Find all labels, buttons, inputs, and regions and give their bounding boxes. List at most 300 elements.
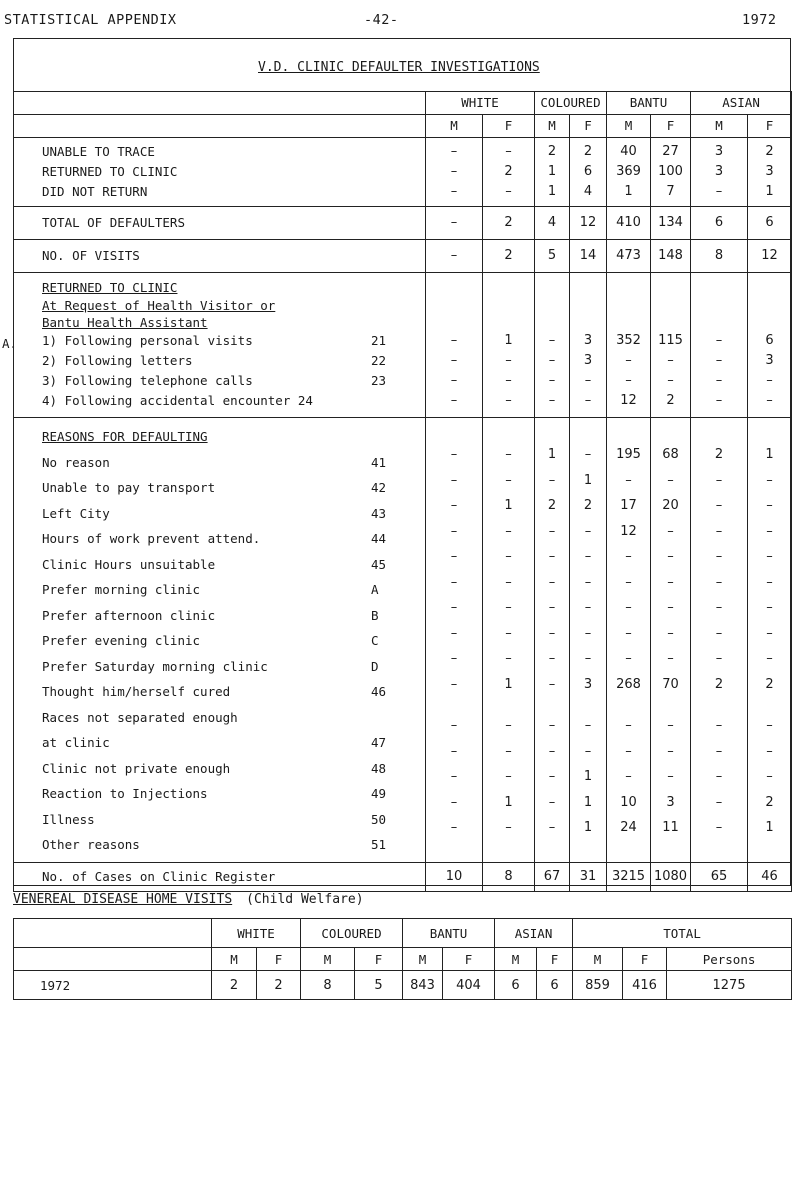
value-cell: – [548, 549, 556, 564]
row-code: 48 [371, 760, 387, 776]
value-cell: 3 [714, 164, 724, 179]
value-cell: 473 [616, 248, 641, 263]
value-cell: 24 [620, 820, 637, 835]
row-label-cont: at clinic [42, 735, 110, 750]
row-label-line [42, 371, 425, 391]
group-header: ASIAN [691, 92, 792, 115]
value-cell: – [584, 743, 592, 759]
value-cell: – [450, 164, 458, 179]
value-column [483, 418, 535, 863]
vd-sex-header: M [212, 948, 257, 971]
vd-home-title: VENEREAL DISEASE HOME VISITS (Child Welfare) [13, 892, 364, 907]
vd-sex-header: F [623, 948, 667, 971]
value-cell: 5 [547, 248, 557, 263]
value-cell: – [505, 353, 512, 368]
row-code [371, 213, 401, 233]
value-cell: – [548, 820, 556, 835]
value-cell: 6 [583, 164, 593, 179]
value-cell: – [505, 373, 512, 388]
value-cell: – [450, 718, 458, 733]
value-cell: – [505, 523, 512, 539]
row-label-line [42, 552, 425, 578]
value-cell: – [505, 184, 512, 199]
value-cell: – [715, 718, 723, 733]
value-cell: – [625, 651, 632, 666]
row-label-line [42, 182, 425, 202]
value-cell: 65 [710, 868, 728, 884]
value-cell: 46 [761, 868, 778, 884]
row-label: Races not separated enough [42, 709, 238, 725]
group-header: COLOURED [535, 92, 607, 115]
row-code: 21 [371, 333, 387, 348]
row-code: 43 [371, 505, 387, 521]
value-cell: – [505, 743, 512, 759]
value-cell: – [715, 472, 723, 488]
value-cell: – [667, 651, 674, 666]
vd-value-cell: 2 [212, 971, 257, 1000]
value-cell: – [450, 523, 458, 539]
sex-header: M [607, 115, 651, 138]
value-cell: 2 [765, 144, 774, 159]
value-cell: 3215 [611, 868, 646, 884]
value-cell: 115 [658, 333, 683, 348]
value-cell: 2 [666, 393, 675, 408]
value-cell: – [667, 600, 674, 615]
value-column [570, 418, 607, 863]
value-cell: – [450, 743, 458, 759]
value-cell: 6 [765, 215, 774, 230]
row-label: Clinic Hours unsuitable [42, 556, 216, 572]
value-cell: – [505, 144, 512, 159]
value-cell: 1 [624, 184, 633, 199]
value-cell: 67 [543, 868, 561, 884]
value-column [691, 207, 748, 240]
value-column [748, 207, 792, 240]
value-column [483, 240, 535, 273]
value-cell: – [766, 600, 773, 615]
value-cell: 4 [547, 215, 557, 230]
total-defaulters-row-labels [14, 207, 426, 240]
value-cell: – [450, 248, 458, 263]
row-label-line [42, 730, 425, 756]
row-label-line [42, 526, 425, 552]
total-defaulters-row [14, 207, 792, 240]
value-column [426, 273, 483, 418]
row-label: DID NOT RETURN [42, 184, 148, 199]
sex-header: F [748, 115, 792, 138]
value-column [535, 240, 570, 273]
value-cell: – [505, 549, 512, 564]
value-column [651, 207, 691, 240]
value-cell: 31 [579, 868, 597, 884]
vd-value-cell: 859 [573, 971, 623, 1000]
row-label-line [42, 450, 425, 476]
value-cell: – [584, 574, 592, 590]
vd-sex-header: Persons [667, 948, 792, 971]
returned-heading: RETURNED TO CLINIC [42, 280, 178, 295]
value-column [483, 862, 535, 891]
value-cell: – [548, 472, 556, 488]
vd-group-header: BANTU [403, 919, 495, 948]
vd-sex-header: F [257, 948, 301, 971]
value-cell: – [548, 600, 556, 615]
value-cell: – [715, 794, 723, 810]
value-column [607, 418, 651, 863]
value-cell: – [766, 718, 773, 733]
row-label: Reaction to Injections [42, 786, 208, 801]
returned-sub2: Bantu Health Assistant [42, 315, 208, 330]
value-cell: – [548, 676, 556, 692]
value-cell: 3 [765, 164, 774, 179]
value-cell: 2 [547, 498, 557, 513]
row-code: 45 [371, 556, 387, 572]
row-label: Hours of work prevent attend. [42, 531, 261, 546]
row-code: 44 [371, 531, 387, 546]
section-marker: A. [2, 336, 18, 351]
value-column [651, 138, 691, 207]
value-cell: 2 [714, 447, 724, 462]
value-column [535, 862, 570, 891]
value-cell: 410 [616, 215, 641, 230]
sex-header: F [651, 115, 691, 138]
value-cell: 352 [616, 333, 641, 348]
value-cell: 2 [765, 676, 774, 692]
value-cell: 3 [583, 333, 593, 348]
value-cell: 1 [547, 164, 557, 179]
value-column [535, 273, 570, 418]
row-code: 22 [371, 353, 387, 368]
vd-value-cell: 5 [355, 971, 403, 1000]
value-cell: – [715, 600, 723, 615]
value-column [535, 418, 570, 863]
row-label: Prefer afternoon clinic [42, 607, 216, 623]
value-cell: – [505, 447, 512, 462]
value-cell: 148 [658, 248, 683, 263]
sex-header-row [14, 115, 792, 138]
vd-corner [14, 919, 212, 948]
value-cell: – [766, 651, 773, 666]
value-cell: – [766, 373, 773, 388]
row-label-line [42, 832, 425, 858]
value-cell: – [450, 651, 458, 666]
vd-sex-header: M [301, 948, 355, 971]
row-label-line [42, 142, 425, 162]
vd-data-row [14, 971, 792, 1000]
row-code [371, 182, 401, 202]
row-code: B [371, 607, 379, 623]
value-cell: – [715, 769, 723, 784]
value-cell: – [584, 523, 592, 539]
row-label: UNABLE TO TRACE [42, 144, 155, 159]
row-label: 4) Following accidental encounter 24 [42, 393, 313, 408]
value-column [483, 138, 535, 207]
value-cell: 12 [579, 215, 597, 230]
row-code [371, 162, 401, 182]
value-cell: – [715, 574, 723, 590]
value-cell: – [766, 769, 773, 784]
value-cell: – [505, 472, 512, 488]
visits-row [14, 240, 792, 273]
value-cell: – [715, 523, 723, 539]
row-code: 23 [371, 373, 387, 388]
value-cell: 1 [765, 447, 774, 462]
value-cell: – [548, 523, 556, 539]
value-cell: – [667, 574, 674, 590]
value-column [607, 207, 651, 240]
vd-sex-header: F [537, 948, 573, 971]
value-cell: – [667, 625, 674, 641]
value-cell: – [584, 393, 592, 408]
value-cell: – [766, 743, 773, 759]
value-cell: 1080 [653, 868, 688, 884]
value-cell: – [584, 718, 592, 733]
value-cell: – [548, 743, 556, 759]
value-column [691, 273, 748, 418]
value-cell: – [715, 498, 723, 513]
value-cell: – [505, 651, 512, 666]
value-cell: – [505, 600, 512, 615]
value-cell: 2 [714, 676, 724, 692]
row-label: Other reasons [42, 837, 140, 852]
value-cell: – [450, 549, 458, 564]
row-label-line [42, 501, 425, 527]
value-column [651, 418, 691, 863]
value-cell: 2 [583, 144, 593, 159]
value-cell: 68 [662, 447, 679, 462]
vd-group-header: ASIAN [495, 919, 573, 948]
value-cell: – [667, 353, 674, 368]
row-label-line [42, 351, 425, 371]
row-label-line [42, 603, 425, 629]
row-label: Illness [42, 811, 95, 827]
value-cell: – [450, 447, 458, 462]
vd-value-cell: 843 [403, 971, 443, 1000]
value-column [691, 862, 748, 891]
value-cell: – [667, 549, 674, 564]
value-column [748, 273, 792, 418]
group-header-row [14, 92, 792, 115]
value-column [535, 207, 570, 240]
value-cell: – [450, 600, 458, 615]
value-cell: 3 [666, 794, 675, 810]
value-column [426, 138, 483, 207]
header-left: STATISTICAL APPENDIX [4, 12, 177, 28]
reasons-heading: REASONS FOR DEFAULTING [42, 429, 208, 444]
value-cell: – [766, 549, 773, 564]
row-label: TOTAL OF DEFAULTERS [42, 215, 185, 230]
value-cell: 40 [620, 144, 637, 159]
value-cell: – [625, 743, 632, 759]
value-cell: – [625, 718, 632, 733]
row-code: 41 [371, 454, 387, 470]
value-cell: 268 [616, 676, 641, 692]
value-column [607, 138, 651, 207]
value-column [748, 138, 792, 207]
value-cell: 1 [765, 820, 774, 835]
reasons-block-labels [14, 418, 426, 863]
value-cell: – [548, 333, 556, 348]
value-cell: – [715, 184, 723, 199]
value-cell: – [715, 333, 723, 348]
row-label-line [42, 679, 425, 705]
value-column [651, 240, 691, 273]
value-cell: – [505, 769, 512, 784]
value-cell: 1 [583, 820, 593, 835]
vd-row-label: 1972 [14, 971, 212, 1000]
row-label-line [42, 213, 425, 233]
value-cell: – [548, 718, 556, 733]
value-cell: 14 [579, 248, 597, 263]
value-cell: – [548, 625, 556, 641]
value-cell: – [505, 393, 512, 408]
row-code [371, 391, 401, 411]
value-cell: – [584, 600, 592, 615]
value-cell: – [625, 472, 632, 488]
value-column [691, 138, 748, 207]
value-cell: – [548, 651, 556, 666]
row-label: Prefer evening clinic [42, 633, 201, 648]
value-cell: – [667, 472, 674, 488]
value-column [570, 240, 607, 273]
value-cell: 6 [714, 215, 724, 230]
value-cell: 6 [765, 333, 774, 348]
vd-group-header-row [14, 919, 792, 948]
value-cell: 2 [504, 164, 513, 179]
vd-sex-header-row [14, 948, 792, 971]
value-cell: – [450, 676, 458, 692]
value-cell: – [584, 447, 592, 462]
value-cell: 1 [504, 794, 513, 810]
value-cell: – [450, 625, 458, 641]
returned-block [14, 273, 792, 418]
value-cell: 4 [583, 184, 593, 199]
value-cell: – [450, 215, 458, 230]
row-label-line [42, 391, 425, 411]
value-cell: – [715, 353, 723, 368]
value-cell: – [715, 820, 723, 835]
row-label-line [42, 475, 425, 501]
sex-header: F [483, 115, 535, 138]
value-cell: – [766, 625, 773, 641]
value-column [426, 207, 483, 240]
value-cell: 1 [504, 498, 513, 513]
value-cell: – [766, 574, 773, 590]
row-label-line [42, 628, 425, 654]
value-cell: 1 [547, 184, 557, 199]
row-code: 42 [371, 480, 387, 495]
value-cell: 1 [583, 769, 593, 784]
vd-sex-header: M [573, 948, 623, 971]
vd-home-table [13, 918, 792, 1000]
value-cell: – [715, 625, 723, 641]
row-label-line [42, 331, 425, 351]
value-cell: – [625, 769, 632, 784]
value-column [483, 207, 535, 240]
value-cell: – [667, 743, 674, 759]
value-cell: – [715, 651, 723, 666]
value-cell: 1 [583, 794, 593, 810]
row-label: Clinic not private enough [42, 760, 231, 776]
row-label-line [42, 162, 425, 182]
value-column [570, 207, 607, 240]
vd-corner [14, 948, 212, 971]
row-code: 46 [371, 684, 387, 699]
vd-sex-header: M [403, 948, 443, 971]
value-cell: 8 [714, 248, 724, 263]
value-cell: 1 [547, 447, 557, 462]
row-code [371, 246, 401, 266]
value-cell: – [625, 549, 632, 564]
value-cell: – [766, 498, 773, 513]
group-header: WHITE [426, 92, 535, 115]
group-header: BANTU [607, 92, 691, 115]
value-column [426, 240, 483, 273]
value-cell: – [625, 574, 632, 590]
value-cell: – [667, 769, 674, 784]
value-cell: 10 [620, 794, 637, 810]
value-cell: – [548, 353, 556, 368]
value-cell: – [548, 574, 556, 590]
visits-row-labels [14, 240, 426, 273]
value-cell: – [505, 820, 512, 835]
vd-group-header: WHITE [212, 919, 301, 948]
vd-group-header: COLOURED [301, 919, 403, 948]
sex-header: F [570, 115, 607, 138]
row-code [371, 867, 401, 887]
value-cell: – [548, 769, 556, 784]
defaulter-table [13, 91, 792, 892]
value-cell: 17 [620, 498, 637, 513]
row-label: 3) Following telephone calls [42, 373, 253, 388]
value-cell: 3 [714, 144, 724, 159]
value-cell: – [450, 820, 458, 835]
reasons-block [14, 418, 792, 863]
row-code: 49 [371, 786, 387, 801]
register-row-labels [14, 862, 426, 891]
row-label-line [42, 807, 425, 833]
value-cell: – [766, 523, 773, 539]
value-cell: 1 [504, 676, 513, 692]
value-cell: 2 [765, 794, 774, 810]
value-cell: 3 [583, 676, 593, 692]
value-cell: – [667, 718, 674, 733]
value-column [607, 862, 651, 891]
value-column [535, 138, 570, 207]
value-cell: – [505, 625, 512, 641]
value-cell: – [584, 549, 592, 564]
header-right: 1972 [742, 12, 777, 28]
value-cell: – [667, 523, 674, 539]
value-cell: – [766, 393, 773, 408]
page-title: V.D. CLINIC DEFAULTER INVESTIGATIONS [258, 60, 540, 75]
value-cell: – [548, 393, 556, 408]
value-cell: 1 [504, 333, 513, 348]
value-cell: 369 [616, 164, 641, 179]
value-cell: – [548, 373, 556, 388]
value-column [651, 273, 691, 418]
value-column [483, 273, 535, 418]
value-cell: – [715, 743, 723, 759]
vd-group-header: TOTAL [573, 919, 792, 948]
value-cell: – [667, 373, 674, 388]
row-label: Prefer Saturday morning clinic [42, 658, 268, 674]
value-cell: 1 [583, 472, 593, 488]
sex-header: M [426, 115, 483, 138]
value-cell: – [584, 373, 592, 388]
value-cell: – [450, 794, 458, 810]
row-label: 2) Following letters [42, 353, 193, 368]
sex-header: M [691, 115, 748, 138]
